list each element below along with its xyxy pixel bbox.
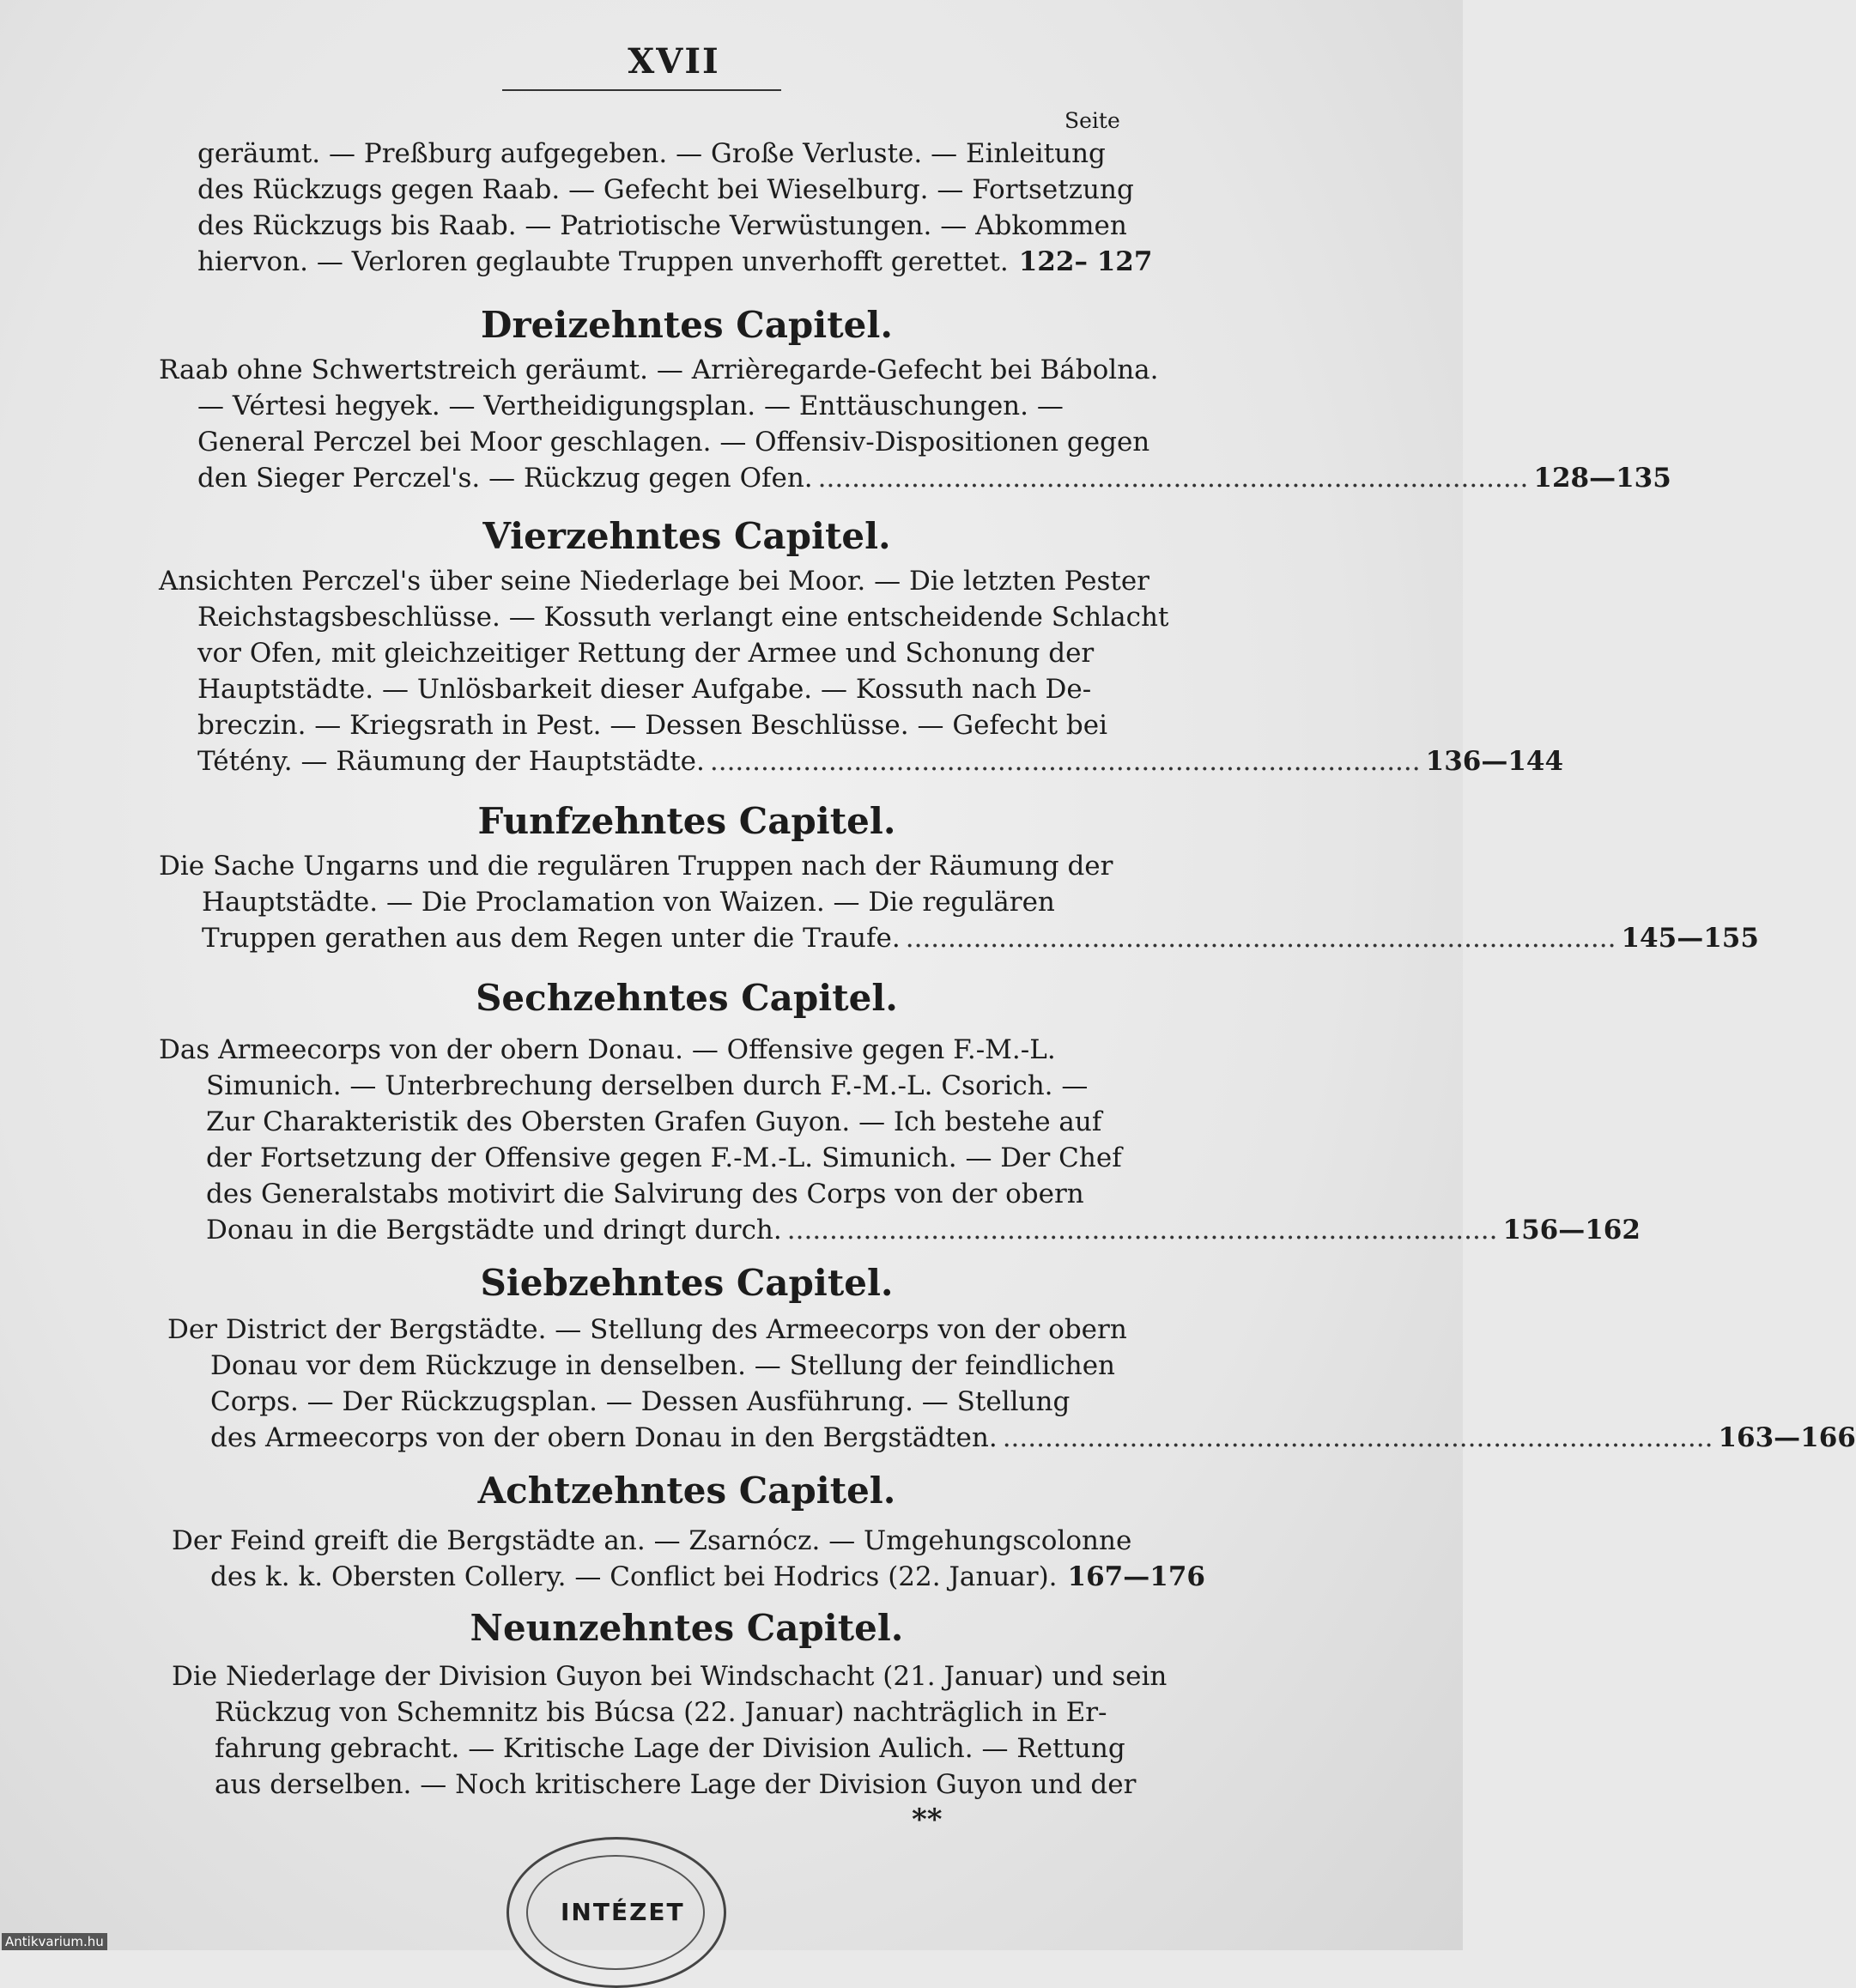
entry-line: Der District der Bergstädte. — Stellung des Armeecorps von der obern — [167, 1314, 1127, 1345]
entry-line: Die Sache Ungarns und die regulären Truppen nach der Räumung der — [159, 851, 1113, 882]
leader-dots: .................................................................................... — [905, 923, 1616, 954]
entry-line: Die Niederlage der Division Guyon bei Windschacht (21. Januar) und sein — [172, 1661, 1168, 1692]
chapter-title: Dreizehntes Capitel. — [481, 304, 893, 346]
entry-line: Der Feind greift die Bergstädte an. — Zsarnócz. — Umgehungscolonne — [172, 1525, 1132, 1556]
entry-last-line — [172, 1559, 1205, 1595]
page-range: 136—144 — [1425, 746, 1564, 777]
entry-line: des Armeecorps von der obern Donau in den Bergstädten. — [210, 1422, 998, 1453]
chapter-title: Siebzehntes Capitel. — [480, 1262, 894, 1304]
page-range: 156—162 — [1502, 1215, 1641, 1246]
chapter-title: Sechzehntes Capitel. — [476, 977, 898, 1019]
signature-mark: ** — [912, 1803, 943, 1837]
chapter-summary — [172, 1658, 1168, 1803]
entry-line: Simunich. — Unterbrechung derselben durch F.-M.-L. Csorich. — — [206, 1070, 1089, 1101]
chapter-title: Achtzehntes Capitel. — [477, 1470, 896, 1512]
entry-line: der Fortsetzung der Offensive gegen F.-M.-L. Simunich. — Der Chef — [206, 1142, 1122, 1173]
stamp-text: INTÉZET — [561, 1898, 685, 1926]
entry-line: Zur Charakteristik des Obersten Grafen Guyon. — Ich bestehe auf — [206, 1106, 1102, 1137]
entry-line: Reichstagsbeschlüsse. — Kossuth verlangt eine entscheidende Schlacht — [197, 602, 1169, 633]
page-range: 122– 127 — [1018, 246, 1153, 277]
entry-last-line — [159, 460, 1671, 496]
page-number: XVII — [628, 41, 720, 82]
watermark: Antikvarium.hu — [2, 1933, 107, 1950]
entry-line: Rückzug von Schemnitz bis Búcsa (22. Januar) nachträglich in Er- — [215, 1697, 1107, 1728]
entry-line: breczin. — Kriegsrath in Pest. — Dessen Beschlüsse. — Gefecht bei — [197, 710, 1108, 741]
page-range: 128—135 — [1533, 463, 1671, 494]
toc-entry-continued — [197, 136, 1153, 280]
chapter-summary — [167, 1312, 1856, 1456]
chapter-title: Neunzehntes Capitel. — [470, 1607, 904, 1649]
leader-dots: .................................................................................... — [709, 746, 1421, 777]
chapter-title: Vierzehntes Capitel. — [482, 515, 891, 557]
entry-line: General Perczel bei Moor geschlagen. — Offensiv-Dispositionen gegen — [197, 427, 1150, 458]
chapter-summary — [159, 352, 1671, 496]
chapter-summary — [159, 1032, 1641, 1248]
chapter-summary — [159, 848, 1759, 956]
header-rule — [502, 89, 781, 91]
library-stamp — [506, 1837, 726, 1988]
entry-line: Hauptstädte. — Unlösbarkeit dieser Aufgabe. — Kossuth nach De- — [197, 674, 1092, 705]
entry-line: des Rückzugs bis Raab. — Patriotische Verwüstungen. — Abkommen — [197, 210, 1127, 241]
entry-line: geräumt. — Preßburg aufgegeben. — Große Verluste. — Einleitung — [197, 138, 1106, 169]
chapter-summary — [172, 1523, 1205, 1595]
entry-line: aus derselben. — Noch kritischere Lage der Division Guyon und der — [215, 1769, 1137, 1800]
leader-dots: .................................................................................... — [817, 463, 1529, 494]
entry-line: vor Ofen, mit gleichzeitiger Rettung der Armee und Schonung der — [197, 638, 1095, 669]
entry-line: Tétény. — Räumung der Hauptstädte. — [197, 746, 705, 777]
entry-last-line — [159, 743, 1564, 779]
chapter-summary — [159, 563, 1564, 779]
entry-line: den Sieger Perczel's. — Rückzug gegen Ofen. — [197, 463, 813, 494]
page-range: 163—166 — [1718, 1422, 1856, 1453]
leader-dots: .................................................................................... — [786, 1215, 1498, 1246]
page-range: 145—155 — [1621, 923, 1759, 954]
page-range: 167—176 — [1067, 1561, 1205, 1592]
entry-line: des k. k. Obersten Collery. — Conflict bei Hodrics (22. Januar). — [210, 1561, 1058, 1592]
entry-line: hiervon. — Verloren geglaubte Truppen unverhofft gerettet. — [197, 246, 1009, 277]
entry-last-line — [159, 1212, 1641, 1248]
entry-last-line — [197, 244, 1153, 280]
entry-line: Ansichten Perczel's über seine Niederlage bei Moor. — Die letzten Pester — [159, 566, 1149, 597]
entry-last-line — [159, 920, 1759, 956]
entry-line: fahrung gebracht. — Kritische Lage der Division Aulich. — Rettung — [215, 1733, 1125, 1764]
entry-last-line — [167, 1420, 1856, 1456]
seite-label: Seite — [1064, 108, 1120, 133]
entry-line: Corps. — Der Rückzugsplan. — Dessen Ausführung. — Stellung — [210, 1386, 1071, 1417]
entry-line: Truppen gerathen aus dem Regen unter die Traufe. — [202, 923, 901, 954]
entry-line: Donau vor dem Rückzuge in denselben. — Stellung der feindlichen — [210, 1350, 1116, 1381]
entry-line: des Generalstabs motivirt die Salvirung des Corps von der obern — [206, 1179, 1084, 1209]
entry-line: Raab ohne Schwertstreich geräumt. — Arrièregarde-Gefecht bei Bábolna. — [159, 355, 1159, 385]
entry-line: des Rückzugs gegen Raab. — Gefecht bei Wieselburg. — Fortsetzung — [197, 174, 1134, 205]
chapter-title: Funfzehntes Capitel. — [477, 800, 896, 842]
entry-line: Donau in die Bergstädte und dringt durch. — [206, 1215, 782, 1246]
entry-line: Hauptstädte. — Die Proclamation von Waizen. — Die regulären — [202, 887, 1055, 918]
leader-dots: .................................................................................... — [1002, 1422, 1713, 1453]
entry-line: Das Armeecorps von der obern Donau. — Offensive gegen F.-M.-L. — [159, 1034, 1056, 1065]
entry-line: — Vértesi hegyek. — Vertheidigungsplan. — Enttäuschungen. — — [197, 391, 1064, 421]
